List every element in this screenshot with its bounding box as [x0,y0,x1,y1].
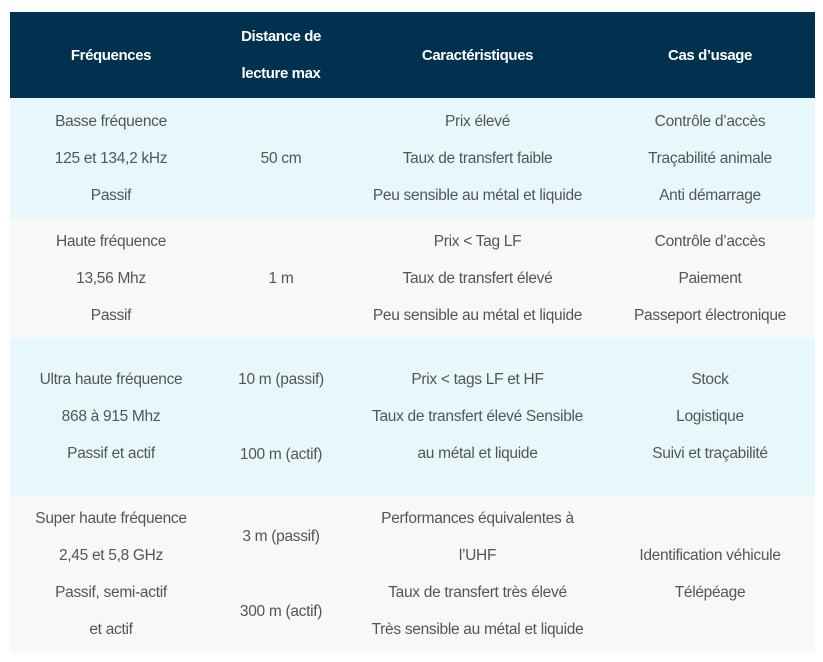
freq-line: 125 et 134,2 kHz [54,149,168,167]
carac-line: Taux de transfert faible [402,149,553,167]
freq-line: Ultra haute fréquence [39,371,183,388]
usage-line: Contrôle d’accès [654,112,766,130]
header-caracteristiques: Caractéristiques [350,12,605,98]
freq-line: 13,56 Mhz [76,269,146,287]
carac-line: Taux de transfert élevé Sensible [372,408,583,425]
freq-line: Basse fréquence [55,112,167,130]
carac-line: l’UHF [458,546,497,564]
carac-line: Prix < Tag LF [433,232,522,250]
cell-usage [605,98,815,218]
carac-line: Prix élevé [444,112,511,130]
header-frequences: Fréquences [10,12,212,98]
header-cas-usage: Cas d’usage [605,12,815,98]
cell-distance [212,218,350,338]
table-row [10,218,815,338]
freq-line: Passif et actif [67,445,155,462]
usage-line: Passeport électronique [634,306,786,324]
header-distance [212,12,350,98]
carac-line: Prix < tags LF et HF [411,371,544,388]
freq-line: 2,45 et 5,8 GHz [58,546,164,564]
cell-carac [350,495,605,652]
cell-carac [350,338,605,495]
table-row [10,338,815,495]
distance-line: 50 cm [260,149,302,167]
table-row [10,495,815,652]
freq-line: Super haute fréquence [35,509,187,527]
freq-line: Passif, semi-actif [55,583,167,601]
distance-line: 3 m (passif) [242,527,320,545]
usage-line: Traçabilité animale [648,149,772,167]
distance-line: 300 m (actif) [239,602,323,620]
distance-line: 1 m [268,269,294,287]
distance-line: 10 m (passif) [238,370,324,388]
cell-distance [212,338,350,495]
cell-carac [350,98,605,218]
cell-carac [350,218,605,338]
freq-line: Passif [90,186,132,204]
carac-line: Taux de transfert très élevé [388,583,567,601]
usage-line: Suivi et traçabilité [652,445,768,462]
usage-line: Télépéage [674,583,746,601]
cell-usage [605,495,815,652]
distance-line: 100 m (actif) [239,445,323,463]
cell-distance [212,495,350,652]
header-row [10,12,815,98]
cell-usage [605,218,815,338]
carac-line: Taux de transfert élevé [402,269,553,287]
freq-line: Haute fréquence [55,232,167,250]
header-distance-line: Distance de [241,28,321,45]
freq-line: Passif [90,306,132,324]
cell-freq [10,98,212,218]
carac-line: Peu sensible au métal et liquide [372,186,583,204]
rfid-frequency-table [10,12,815,652]
cell-freq [10,218,212,338]
header-distance-line: lecture max [241,65,321,82]
cell-usage [605,338,815,495]
carac-line: au métal et liquide [417,445,538,462]
table-row [10,98,815,218]
carac-line: Très sensible au métal et liquide [371,620,584,638]
usage-line: Paiement [678,269,742,287]
usage-line: Stock [691,371,729,388]
usage-line: Logistique [676,408,744,425]
freq-line: et actif [89,620,133,638]
freq-line: 868 à 915 Mhz [61,408,161,425]
cell-distance [212,98,350,218]
cell-freq [10,495,212,652]
carac-line: Performances équivalentes à [381,509,574,527]
cell-freq [10,338,212,495]
usage-line: Anti démarrage [659,186,761,204]
usage-line: Identification véhicule [639,546,781,564]
carac-line: Peu sensible au métal et liquide [372,306,583,324]
usage-line: Contrôle d’accès [654,232,766,250]
